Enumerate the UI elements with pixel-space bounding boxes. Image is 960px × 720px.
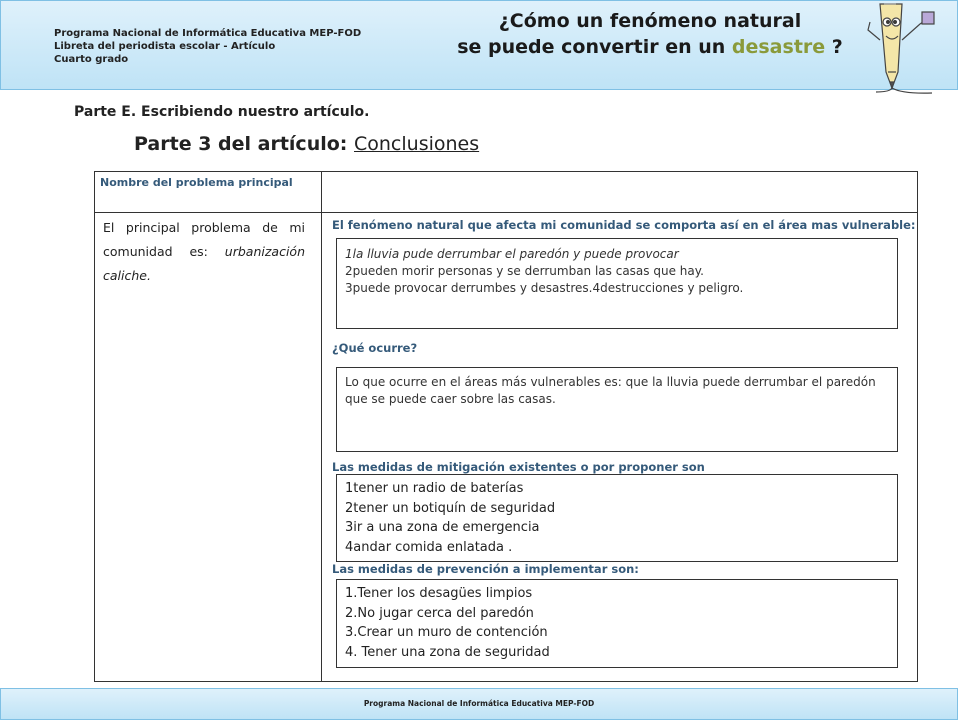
title-line-2 <box>440 34 860 60</box>
list-item: 4. Tener una zona de seguridad <box>345 644 550 660</box>
list-item: 4andar comida enlatada . <box>345 539 513 555</box>
main-problem-text <box>103 216 305 288</box>
page-title <box>440 8 860 60</box>
title-text-end: ? <box>825 36 843 58</box>
list-item: 3.Crear un muro de contención <box>345 625 548 640</box>
what-happens-label: ¿Qué ocurre? <box>332 341 418 355</box>
list-item: 3puede provocar derrumbes y desastres.4destrucciones y peligro. <box>345 281 744 295</box>
footer-banner: Programa Nacional de Informática Educativa MEP-FOD <box>0 688 958 720</box>
title-line-1: ¿Cómo un fenómeno natural <box>498 10 802 32</box>
part-title: Conclusiones <box>354 133 480 155</box>
notebook-name: Libreta del periodista escolar - Artículo <box>54 41 276 52</box>
main-problem-lead: El principal problema de mi comunidad es: <box>103 220 305 259</box>
part-prefix: Parte 3 del artículo: <box>134 133 354 155</box>
list-item: 1.Tener los desagües limpios <box>345 586 533 601</box>
list-item: 2.No jugar cerca del paredón <box>345 605 534 621</box>
list-item: 1la lluvia pude derrumbar el paredón y puede provocar <box>345 247 679 261</box>
list-item: 2tener un botiquín de seguridad <box>345 500 556 516</box>
program-info <box>54 27 361 66</box>
section-heading: Parte E. Escribiendo nuestro artículo. <box>74 104 370 120</box>
list-item: 1tener un radio de baterías <box>345 481 524 496</box>
list-item: Lo que ocurre en el áreas más vulnerables es: que la lluvia puede derrumbar el paredón <box>345 375 876 389</box>
problem-name-label: Nombre del problema principal <box>100 176 293 189</box>
what-happens-text <box>345 374 876 408</box>
mitigation-label: Las medidas de mitigación existentes o por proponer son <box>332 460 705 474</box>
article-part-heading <box>134 133 479 155</box>
grade-level: Cuarto grado <box>54 54 129 65</box>
table-header-right-cell <box>321 171 918 213</box>
list-item: que se puede caer sobre las casas. <box>345 392 556 406</box>
vulnerable-area-label: El fenómeno natural que afecta mi comunidad se comporta así en el área mas vulnerable: <box>332 218 916 232</box>
mitigation-text <box>345 479 555 557</box>
list-item: 2pueden morir personas y se derrumban las casas que hay. <box>345 264 704 278</box>
main-problem-value: urbanización caliche. <box>103 244 305 283</box>
program-name: Programa Nacional de Informática Educativa MEP-FOD <box>54 28 362 39</box>
list-item: 3ir a una zona de emergencia <box>345 520 540 535</box>
prevention-label: Las medidas de prevención a implementar son: <box>332 562 639 576</box>
vulnerable-area-text <box>345 246 743 297</box>
pencil-mascot-icon <box>862 0 952 95</box>
prevention-text <box>345 584 550 662</box>
title-text: se puede convertir en un <box>457 36 732 58</box>
title-accent-word: desastre <box>731 36 826 58</box>
